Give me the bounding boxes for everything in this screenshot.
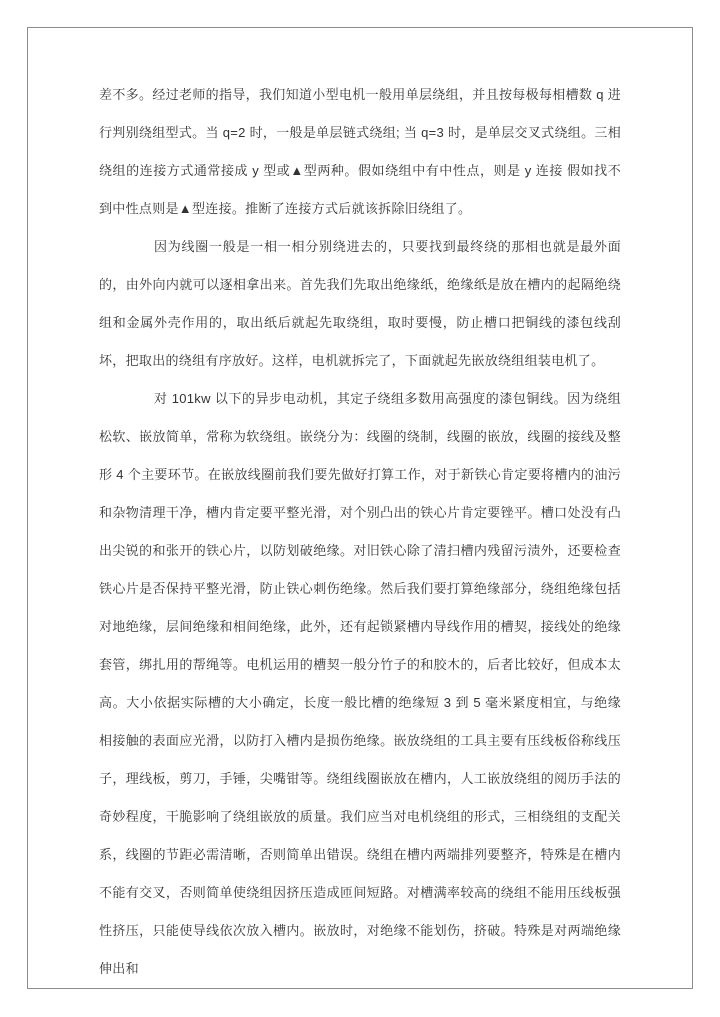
document-page [27, 27, 693, 989]
paragraph: 因为线圈一般是一相一相分别绕进去的，只要找到最终绕的那相也就是最外面的，由外向内就可以逐相拿出来。首先我们先取出绝缘纸，绝缘纸是放在槽内的起隔绝绕组和金属外壳作用的，取出纸后就起先取绕组，取时要慢，防止槽口把铜线的漆包线刮坏，把取出的绕组有序放好。这样，电机就拆完了，下面就起先嵌放绕组组装电机了。 [99, 239, 621, 368]
paragraph: 差不多。经过老师的指导，我们知道小型电机一般用单层绕组，并且按每极每相槽数 q 进行判别绕组型式。当 q=2 时，一般是单层链式绕组; 当 q=3 时，是单层交叉式绕组。三相绕组的连接方式通常接成 y 型或▲型两种。假如绕组中有中性点，则是 y 连接 假如找不到中性点则是▲型连接。推断了连接方式后就该拆除旧绕组了。 [99, 87, 621, 216]
document-body [99, 76, 621, 988]
paragraph: 对 101kw 以下的异步电动机，其定子绕组多数用高强度的漆包铜线。因为绕组松软、嵌放简单，常称为软绕组。嵌绕分为：线圈的绕制，线圈的嵌放，线圈的接线及整形 4 个主要环节。在嵌放线圈前我们要先做好打算工作，对于新铁心肯定要将槽内的油污和杂物清理干净，槽内肯定要平整光滑，对个别凸出的铁心片肯定要锉平。槽口处没有凸出尖锐的和张开的铁心片，以防划破绝缘。对旧铁心除了清扫槽内残留污渍外，还要检查铁心片是否保持平整光滑，防止铁心刺伤绝缘。然后我们要打算绝缘部分，绕组绝缘包括对地绝缘，层间绝缘和相间绝缘，此外，还有起锁紧槽内导线作用的槽契，接线处的绝缘套管，绑扎用的帮绳等。电机运用的槽契一般分竹子的和胶木的，后者比较好，但成本太高。大小依据实际槽的大小确定，长度一般比槽的绝缘短 3 到 5 毫米紧度相宜，与绝缘相接触的表面应光滑，以防打入槽内是损伤绝缘。嵌放绕组的工具主要有压线板俗称线压子，理线板，剪刀，手锤，尖嘴钳等。绕组线圈嵌放在槽内，人工嵌放绕组的阅历手法的奇妙程度，干脆影响了绕组嵌放的质量。我们应当对电机绕组的形式，三相绕组的支配关系，线圈的节距必需清晰，否则简单出错误。绕组在槽内两端排列要整齐，特殊是在槽内不能有交叉，否则简单使绕组因挤压造成匝间短路。对槽满率较高的绕组不能用压线板强性挤压，只能使导线依次放入槽内。嵌放时，对绝缘不能划伤，挤破。特殊是对两端绝缘伸出和 [99, 391, 621, 976]
